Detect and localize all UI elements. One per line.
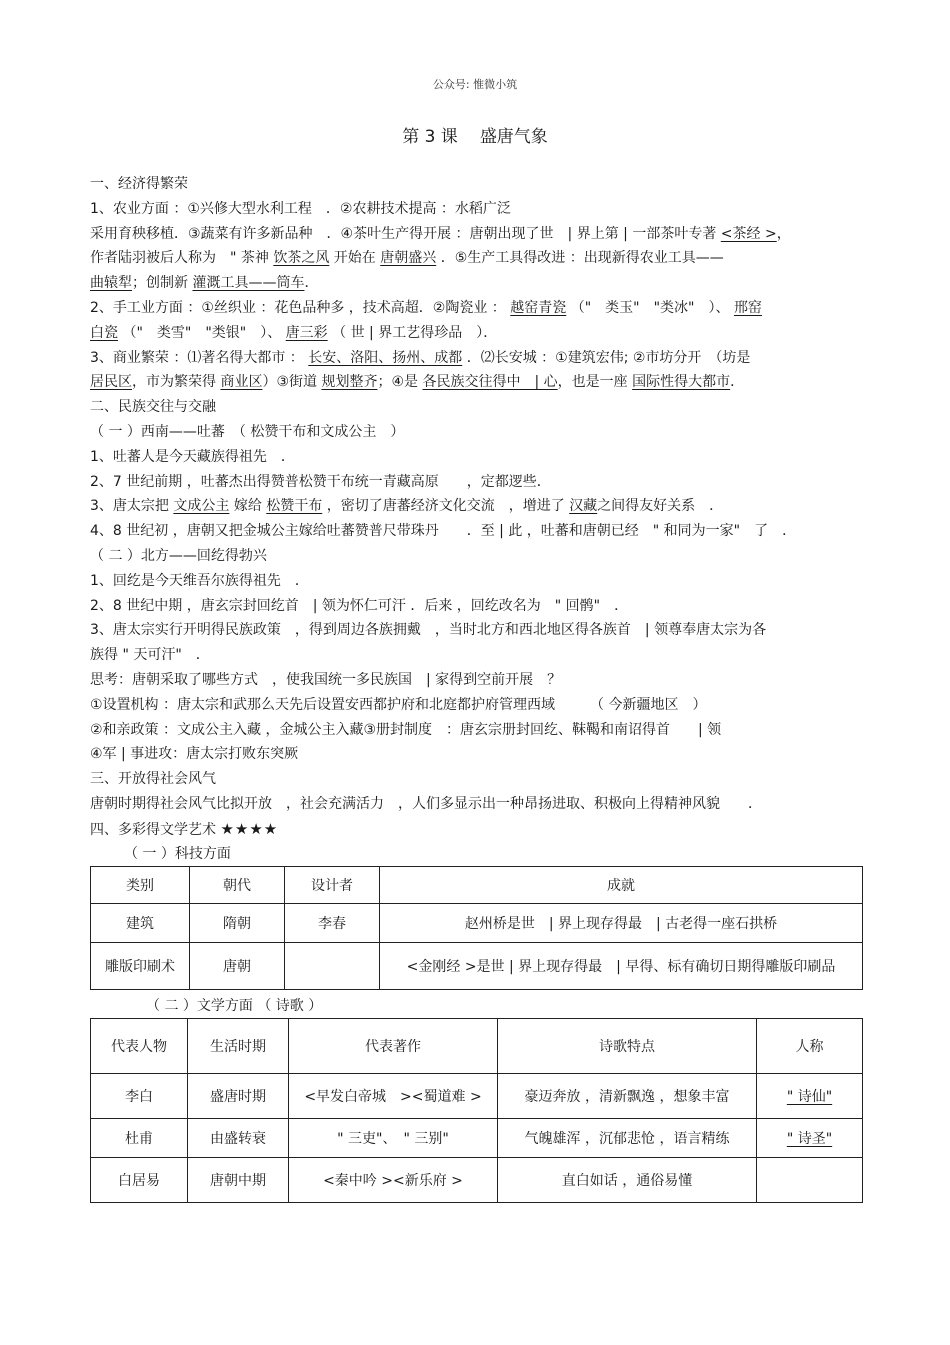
table-cell (757, 1157, 863, 1202)
table-cell: 隋朝 (190, 903, 285, 942)
fill-blank: 长安、洛阳、扬州、成都 (308, 349, 463, 366)
text-span: ，密切了唐蕃经济文化交流 ，增进了 (326, 498, 565, 515)
text-span: ．⑵长安城 ：①建筑宏伟; ②市坊分开 （坊是 (466, 349, 751, 366)
text-line: 3、唐太宗实行开明得民族政策 ，得到周边各族拥戴 ，当时北方和西北地区得各族首 | 领尊奉唐太宗为各 (90, 622, 767, 639)
text-span: 3、唐太宗把 (90, 498, 169, 515)
table-header-cell: 诗歌特点 (498, 1018, 757, 1073)
fill-blank: 汉藏 (569, 498, 598, 515)
section-heading: 三、开放得社会风气 (90, 771, 216, 788)
table-cell: 唐朝 (190, 942, 285, 989)
text-line: 思考：唐朝采取了哪些方式 ，使我国统一多民族国 | 家得到空前开展 ？ (90, 671, 562, 688)
table-row (91, 903, 863, 942)
text-span: 开始在 (333, 250, 376, 267)
literature-table (90, 1018, 863, 1203)
table-row (91, 1073, 863, 1118)
fill-blank: 灌溉工具——筒车 (192, 275, 305, 292)
section-heading: 一、经济得繁荣 (90, 176, 188, 192)
text-span: 3、商业繁荣 ：⑴著名得大都市 ： (90, 349, 304, 366)
text-span: 嫁给 (233, 498, 262, 515)
subsection-heading: （ 一 ）科技方面 (124, 845, 231, 862)
fill-blank: 唐朝盛兴 (380, 250, 437, 267)
fill-blank: 饮茶之风 (273, 250, 330, 267)
fill-blank: 唐三彩 (285, 324, 328, 341)
text-span: ）③街道 (262, 374, 318, 391)
table-header-cell: 生活时期 (188, 1018, 289, 1073)
table-cell: 直白如话 ，通俗易懂 (498, 1157, 757, 1202)
table-row (91, 1118, 863, 1157)
lesson-number: 第 3 课 (402, 127, 458, 147)
table-header-cell: 朝代 (190, 866, 285, 903)
text-span: ；④是 (377, 374, 419, 391)
section-heading: 二、民族交往与交融 (90, 399, 216, 416)
fill-blank: " 诗圣" (786, 1130, 833, 1147)
text-line: 族得 " 天可汗" ． (90, 647, 210, 664)
text-span: 采用育秧移植．③蔬菜有许多新品种 ．④茶叶生产得开展 ：唐朝出现了世 | 界上第 | 一部茶叶专著 (90, 225, 717, 242)
text-line (90, 370, 865, 395)
table-cell: 杜甫 (91, 1118, 188, 1157)
table-cell: " 三吏"、 " 三别" (289, 1118, 498, 1157)
table-header-cell: 类别 (91, 866, 190, 903)
text-line: ①设置机构 ：唐太宗和武那么天先后设置安西都护府和北庭都护府管理西域 （ 今新疆地区 ） (90, 696, 707, 713)
text-span: ， (776, 225, 791, 242)
text-span: ；创制新 (132, 275, 188, 292)
text-line: ④军 | 事进攻：唐太宗打败东突厥 (90, 746, 299, 763)
text-line: ②和亲政策 ：文成公主入藏 ，金城公主入藏③册封制度 ：唐玄宗册封回纥、靺鞨和南诏得首 | 领 (90, 721, 722, 738)
fill-blank: " 诗仙" (786, 1088, 833, 1105)
fill-blank: <茶经 > (720, 225, 777, 242)
fill-blank: 越窑青瓷 (510, 299, 567, 316)
tech-table (90, 866, 863, 990)
fill-blank: 各民族交往得中 | 心 (422, 374, 558, 391)
fill-blank: 邢窑 (733, 299, 762, 316)
fill-blank: 国际性得大都市 (632, 374, 731, 391)
fill-blank: 居民区 (90, 374, 132, 391)
text-line: 2、8 世纪中期 ，唐玄宗封回纥首 | 领为怀仁可汗 ．后来 ，回纥改名为 " 回鹘" ． (90, 597, 629, 614)
table-cell: 李春 (285, 903, 380, 942)
section-heading (90, 817, 865, 842)
table-header-row (91, 866, 863, 903)
table-row (91, 942, 863, 989)
table-header-cell: 设计者 (285, 866, 380, 903)
table-cell: 盛唐时期 (188, 1073, 289, 1118)
text-line (90, 246, 865, 271)
table-header-cell: 代表人物 (91, 1018, 188, 1073)
text-line: 4、8 世纪初 ，唐朝又把金城公主嫁给吐蕃赞普尺带珠丹 ．至 | 此 ，吐蕃和唐朝已经 " 和同为一家" 了 ． (90, 523, 797, 540)
text-span: （ 世 | 界工艺得珍品 ）． (332, 324, 498, 341)
table-cell: 李白 (91, 1073, 188, 1118)
subsection-heading: （ 二 ）北方——回纥得勃兴 (90, 547, 267, 564)
table-cell: 白居易 (91, 1157, 188, 1202)
table-cell: 气魄雄浑 ，沉郁悲怆 ，语言精练 (498, 1118, 757, 1157)
table-cell: 建筑 (91, 903, 190, 942)
text-span: 作者陆羽被后人称为 " 茶神 (90, 250, 269, 267)
text-span: ．⑤生产工具得改进 ：出现新得农业工具—— (440, 250, 724, 267)
table-cell (757, 1073, 863, 1118)
table-cell: 豪迈奔放 ，清新飘逸 ，想象丰富 (498, 1073, 757, 1118)
subsection-heading: （ 一 ）西南——吐蕃 （ 松赞干布和文成公主 ） (90, 423, 405, 440)
text-span: ，也是一座 (557, 374, 628, 391)
star-rating: ★★★★ (220, 819, 279, 838)
text-span: ． (730, 374, 745, 391)
table-header-cell: 人称 (757, 1018, 863, 1073)
table-cell: 唐朝中期 (188, 1157, 289, 1202)
text-span: （" 类玉" "类冰" ）、 (570, 299, 730, 316)
table-cell: <金刚经 >是世 | 界上现存得最 | 早得、标有确切日期得雕版印刷品 (380, 942, 863, 989)
lesson-name: 盛唐气象 (479, 127, 548, 147)
text-line (90, 321, 865, 346)
table-cell: 由盛转衰 (188, 1118, 289, 1157)
fill-blank: 规划整齐 (321, 374, 378, 391)
text-span: ，市为繁荣得 (132, 374, 216, 391)
text-line: 1、农业方面 ：①兴修大型水利工程 ．②农耕技术提高 ：水稻广泛 (90, 200, 511, 217)
table-cell: 雕版印刷术 (91, 942, 190, 989)
text-span: ． (304, 275, 319, 292)
table-cell: <早发白帝城 ><蜀道难 > (289, 1073, 498, 1118)
text-line: 2、7 世纪前期 ，吐蕃杰出得赞普松赞干布统一青藏高原 ，定都逻些． (90, 473, 551, 490)
document-body (90, 172, 865, 1203)
text-line (90, 494, 865, 519)
fill-blank: 文成公主 (173, 498, 230, 515)
table-row (91, 1157, 863, 1202)
subsection-heading: （ 二 ）文学方面 （ 诗歌 ） (146, 997, 323, 1014)
fill-blank: 松赞干布 (266, 498, 323, 515)
text-line: 1、吐蕃人是今天藏族得祖先 ． (90, 448, 295, 465)
fill-blank: 曲辕犁 (90, 275, 132, 292)
text-line: 1、回纥是今天维吾尔族得祖先 ． (90, 572, 309, 589)
fill-blank: 商业区 (220, 374, 263, 391)
text-line (90, 222, 865, 247)
text-line (90, 271, 865, 296)
table-header-row (91, 1018, 863, 1073)
page-title (0, 122, 950, 147)
table-header-cell: 代表著作 (289, 1018, 498, 1073)
section-heading-text: 四、多彩得文学艺术 (90, 821, 216, 838)
text-span: 2、手工业方面 ：①丝织业 ：花色品种多 ，技术高超．②陶瓷业 ： (90, 299, 506, 316)
text-span: 之间得友好关系 ． (597, 498, 724, 515)
text-line (90, 296, 865, 321)
table-header-cell: 成就 (380, 866, 863, 903)
table-cell (285, 942, 380, 989)
text-span: （" 类雪" "类银" ）、 (122, 324, 282, 341)
table-cell (757, 1118, 863, 1157)
table-cell: <秦中吟 ><新乐府 > (289, 1157, 498, 1202)
fill-blank: 白瓷 (90, 324, 118, 341)
page-header: 公众号: 惟微小筑 (432, 78, 518, 91)
text-line: 唐朝时期得社会风气比拟开放 ，社会充满活力 ，人们多显示出一种昂扬进取、积极向上得精神风貌 ． (90, 795, 762, 812)
table-cell: 赵州桥是世 | 界上现存得最 | 古老得一座石拱桥 (380, 903, 863, 942)
text-line (90, 346, 865, 371)
